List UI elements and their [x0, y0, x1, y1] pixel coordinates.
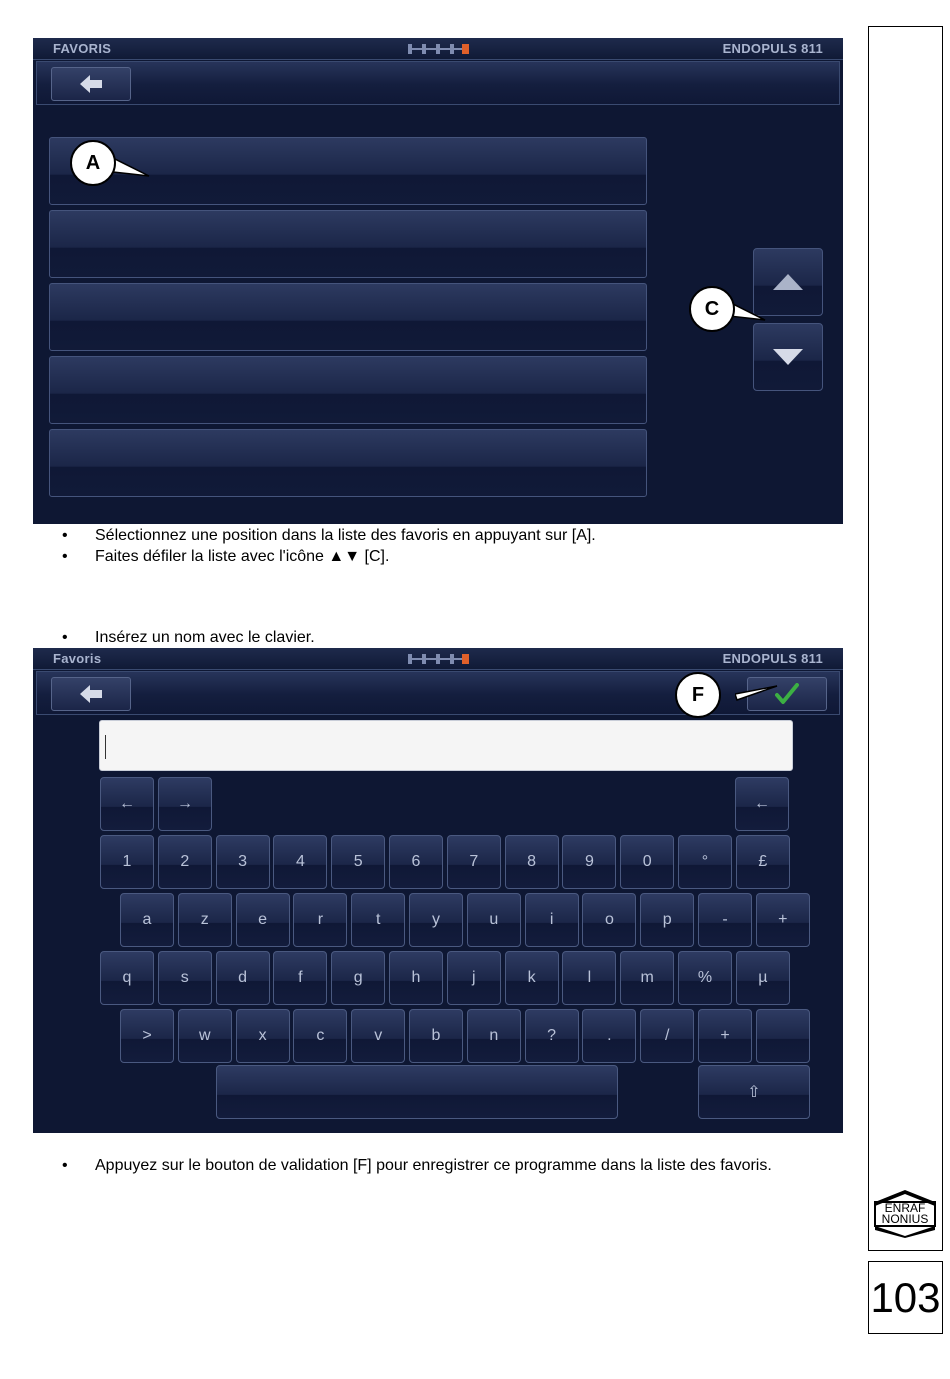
enraf-nonius-logo — [871, 1188, 939, 1238]
status-bar — [33, 38, 843, 60]
keyboard-key[interactable]: > — [120, 1009, 174, 1063]
keyboard-key[interactable]: i — [525, 893, 579, 947]
keyboard-key[interactable]: j — [447, 951, 501, 1005]
keyboard-key[interactable]: 5 — [331, 835, 385, 889]
keyboard-key[interactable]: 1 — [100, 835, 154, 889]
keyboard-key[interactable]: r — [293, 893, 347, 947]
keyboard-key[interactable]: v — [351, 1009, 405, 1063]
keyboard-key[interactable]: £ — [736, 835, 790, 889]
instructions-list-1 — [62, 525, 596, 567]
text-caret — [105, 735, 106, 759]
keyboard-key[interactable]: s — [158, 951, 212, 1005]
keyboard-key[interactable]: µ — [736, 951, 790, 1005]
scroll-down-button[interactable] — [753, 323, 823, 391]
page-number: 103 — [868, 1261, 943, 1334]
keyboard-key[interactable]: n — [467, 1009, 521, 1063]
keyboard-key[interactable]: o — [582, 893, 636, 947]
instruction-validate: • Appuyez sur le bouton de validation [F] pour enregistrer ce programme dans la liste des favoris. — [62, 1155, 772, 1176]
shift-key[interactable]: ⇧ — [698, 1065, 810, 1119]
logo-line2: NONIUS — [881, 1212, 929, 1226]
keyboard-key[interactable]: g — [331, 951, 385, 1005]
keyboard-key[interactable]: 2 — [158, 835, 212, 889]
keyboard-key[interactable]: f — [273, 951, 327, 1005]
instructions-list-2 — [62, 627, 315, 648]
status-bar — [33, 648, 843, 670]
keyboard-key[interactable]: m — [620, 951, 674, 1005]
keyboard-key[interactable]: k — [505, 951, 559, 1005]
keyboard-key[interactable]: p — [640, 893, 694, 947]
screen-title: FAVORIS — [53, 41, 112, 56]
back-arrow-icon — [78, 684, 104, 704]
callout-c-leader — [729, 300, 769, 324]
device-name: ENDOPULS 811 — [722, 651, 823, 666]
keyboard-key[interactable]: ? — [525, 1009, 579, 1063]
keyboard-key[interactable]: z — [178, 893, 232, 947]
screen-title: Favoris — [53, 651, 102, 666]
back-button[interactable] — [51, 677, 131, 711]
favorite-list-item[interactable] — [49, 283, 647, 351]
callout-c: C — [689, 286, 735, 332]
callout-a-leader — [113, 156, 153, 180]
keyboard-key[interactable]: c — [293, 1009, 347, 1063]
keyboard-key[interactable]: 8 — [505, 835, 559, 889]
margin-frame — [868, 26, 943, 1251]
keyboard-key[interactable]: w — [178, 1009, 232, 1063]
favorite-list-item[interactable] — [49, 356, 647, 424]
device-name: ENDOPULS 811 — [722, 41, 823, 56]
keyboard-key[interactable]: t — [351, 893, 405, 947]
toolbar — [36, 61, 840, 105]
keyboard-key[interactable]: e — [236, 893, 290, 947]
cursor-right-key[interactable]: → — [158, 777, 212, 831]
instruction-keyboard: • Insérez un nom avec le clavier. — [62, 627, 315, 648]
space-key[interactable] — [216, 1065, 618, 1119]
keyboard-key[interactable]: ° — [678, 835, 732, 889]
favorite-list-item[interactable] — [49, 210, 647, 278]
keyboard-key[interactable]: 6 — [389, 835, 443, 889]
callout-f-leader — [735, 682, 779, 704]
keyboard-key[interactable]: 4 — [273, 835, 327, 889]
keyboard-key[interactable]: y — [409, 893, 463, 947]
cursor-left-key[interactable]: ← — [100, 777, 154, 831]
keyboard-key[interactable]: 7 — [447, 835, 501, 889]
favorites-list-screen — [33, 38, 843, 524]
keyboard-key[interactable]: - — [698, 893, 752, 947]
keyboard-key[interactable]: a — [120, 893, 174, 947]
keyboard-key[interactable]: + — [698, 1009, 752, 1063]
device-icon — [408, 653, 470, 665]
keyboard-key[interactable]: l — [562, 951, 616, 1005]
callout-f: F — [675, 672, 721, 718]
back-button[interactable] — [51, 67, 131, 101]
name-entry-screen — [33, 648, 843, 1133]
favorite-list-item[interactable] — [49, 429, 647, 497]
back-arrow-icon — [78, 74, 104, 94]
keyboard-key[interactable]: u — [467, 893, 521, 947]
keyboard-key[interactable]: / — [640, 1009, 694, 1063]
name-input[interactable] — [99, 720, 793, 771]
keyboard-key[interactable]: + — [756, 893, 810, 947]
keyboard-key[interactable]: b — [409, 1009, 463, 1063]
instruction-select: • Sélectionnez une position dans la liste des favoris en appuyant sur [A]. — [62, 525, 596, 546]
triangle-up-icon — [772, 273, 804, 291]
keyboard-key[interactable]: . — [582, 1009, 636, 1063]
device-icon — [408, 43, 470, 55]
backspace-key[interactable]: ← — [735, 777, 789, 831]
keyboard-key[interactable]: q — [100, 951, 154, 1005]
keyboard-key[interactable]: h — [389, 951, 443, 1005]
keyboard-key[interactable] — [756, 1009, 810, 1063]
keyboard-key[interactable]: x — [236, 1009, 290, 1063]
logo-line1: ENRAF — [884, 1201, 926, 1215]
keyboard-key[interactable]: 0 — [620, 835, 674, 889]
instructions-list-3 — [62, 1155, 772, 1176]
keyboard-key[interactable]: 9 — [562, 835, 616, 889]
keyboard-key[interactable]: d — [216, 951, 270, 1005]
instruction-scroll: • Faites défiler la liste avec l'icône ▲▼ [C]. — [62, 546, 596, 567]
keyboard-key[interactable]: 3 — [216, 835, 270, 889]
triangle-down-icon — [772, 348, 804, 366]
callout-a: A — [70, 140, 116, 186]
keyboard-key[interactable]: % — [678, 951, 732, 1005]
